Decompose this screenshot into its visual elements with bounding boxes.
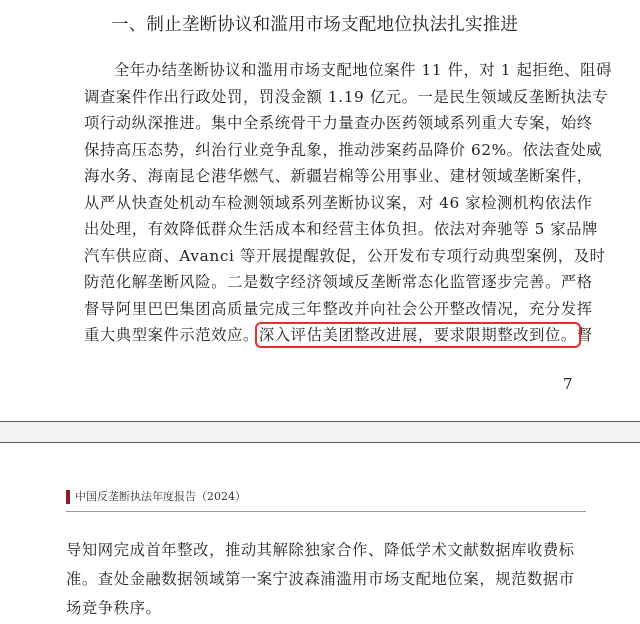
paragraph-line: 场竞争秩序。	[66, 599, 162, 617]
paragraph-line: 督导阿里巴巴集团高质量完成三年整改并向社会公开整改情况，充分发挥	[84, 299, 593, 318]
continued-paragraph	[66, 536, 586, 623]
line-text-after-highlight: 督	[576, 326, 593, 344]
paragraph-line: 导知网完成首年整改，推动其解除独家合作、降低学术文献数据库收费标	[66, 541, 575, 559]
body-paragraph	[84, 57, 612, 349]
paragraph-line: 项行动纵深推进。集中全系统骨干力量查办医药领域系列重大专案，始终	[84, 114, 593, 132]
page-gap	[0, 422, 640, 442]
paragraph-line: 汽车供应商、Avanci 等开展提醒敦促，公开发布专项行动典型案例，及时	[84, 246, 606, 265]
running-header-title: 中国反垄断执法年度报告（2024）	[75, 490, 246, 503]
paragraph-line: 全年办结垄断协议和滥用市场支配地位案件 11 件，对 1 起拒绝、阻碍	[114, 61, 612, 79]
paragraph-line-last	[84, 322, 593, 349]
paragraph-line: 准。查处金融数据领域第一案宁波森浦滥用市场支配地位案，规范数据市	[66, 570, 575, 588]
header-marker	[66, 490, 70, 504]
section-heading: 一、制止垄断协议和滥用市场支配地位执法扎实推进	[111, 15, 519, 35]
running-header-rule	[66, 511, 586, 512]
paragraph-line: 防范化解垄断风险。二是数字经济领域反垄断常态化监管逐步完善。严格	[84, 273, 593, 291]
paragraph-line: 调查案件作出行政处罚，罚没金额 1.19 亿元。一是民生领域反垄断执法专	[84, 87, 609, 106]
running-header	[66, 489, 246, 505]
paragraph-line: 从严从快查处机动车检测领域系列垄断协议案，对 46 家检测机构依法作	[84, 193, 593, 212]
line-text-before-highlight: 重大典型案件示范效应。	[84, 326, 259, 344]
highlighted-sentence: 深入评估美团整改进展，要求限期整改到位。	[258, 326, 577, 344]
page-number: 7	[563, 375, 573, 393]
paragraph-line: 保持高压态势，纠治行业竞争乱象，推动涉案药品降价 62%。依法查处威	[84, 140, 603, 159]
paragraph-line: 出处理，有效降低群众生活成本和经营主体负担。依法对奔驰等 5 家品牌	[84, 220, 599, 238]
paragraph-line: 海水务、海南昆仑港华燃气、新疆岩棉等公用事业、建材领域垄断案件，	[84, 167, 593, 185]
